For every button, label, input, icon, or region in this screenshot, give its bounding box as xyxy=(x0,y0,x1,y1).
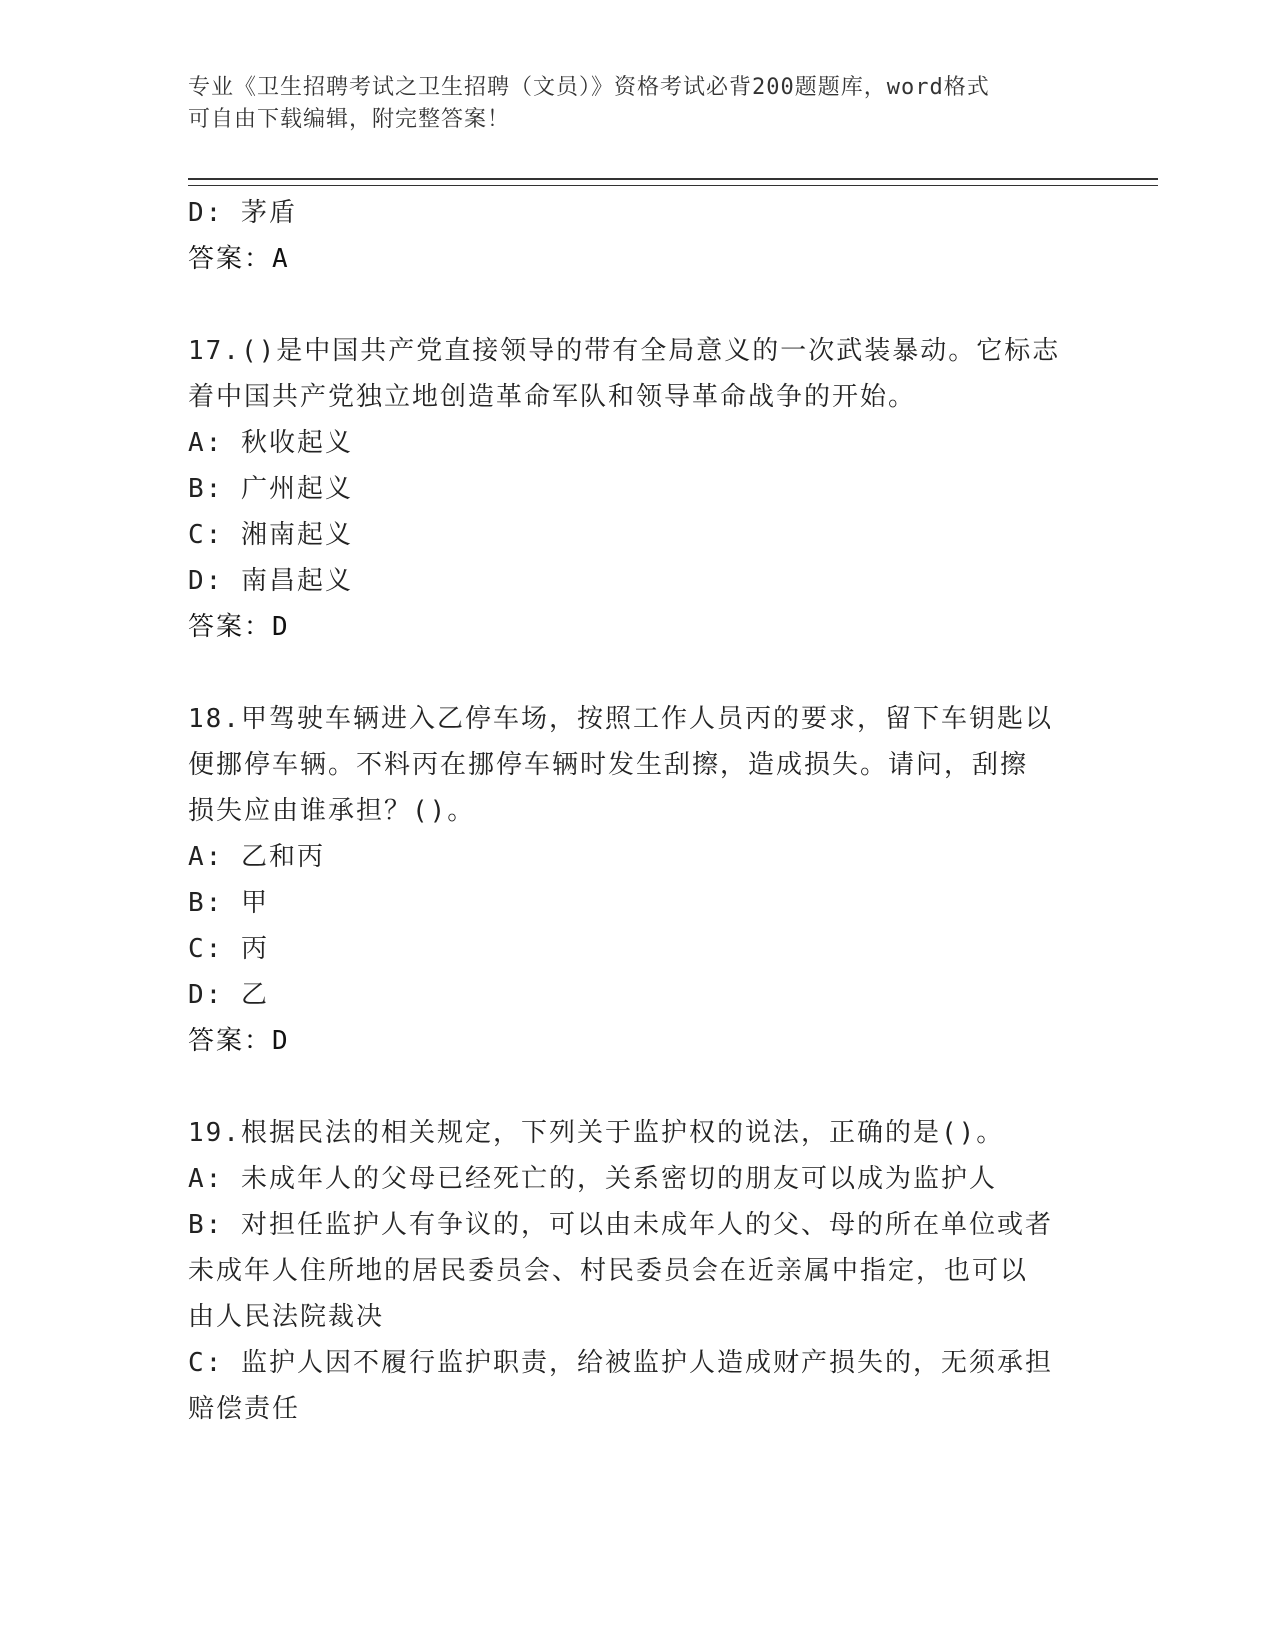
q19-option-b-line-2: 未成年人住所地的居民委员会、村民委员会在近亲属中指定，也可以 xyxy=(188,1256,1029,1286)
q17-stem-line-1: 17.()是中国共产党直接领导的带有全局意义的一次武装暴动。它标志 xyxy=(188,336,1061,366)
q18-stem-line-2: 便挪停车辆。不料丙在挪停车辆时发生刮擦，造成损失。请问，刮擦 xyxy=(188,750,1029,780)
q19-option-c-line-1: C: 监护人因不履行监护职责，给被监护人造成财产损失的，无须承担 xyxy=(188,1348,1053,1378)
header-line-1: 专业《卫生招聘考试之卫生招聘（文员）》资格考试必背200题题库，word格式 xyxy=(188,75,990,100)
q19-option-b-line-1: B: 对担任监护人有争议的，可以由未成年人的父、母的所在单位或者 xyxy=(188,1210,1053,1240)
q18-option-c: C: 丙 xyxy=(188,934,269,964)
q19-option-b-line-3: 由人民法院裁决 xyxy=(188,1302,385,1332)
spacer xyxy=(188,650,1088,696)
header-line-2: 可自由下载编辑，附完整答案！ xyxy=(188,107,511,132)
q18-answer: 答案：D xyxy=(188,1026,290,1056)
q18-stem-line-3: 损失应由谁承担？()。 xyxy=(188,796,476,826)
header-divider xyxy=(188,178,1158,186)
q16-option-d: D: 茅盾 xyxy=(188,198,297,228)
q19-option-c-line-2: 赔偿责任 xyxy=(188,1394,301,1424)
q16-answer: 答案：A xyxy=(188,244,290,274)
q17-answer: 答案：D xyxy=(188,612,290,642)
question-content xyxy=(188,190,1088,1432)
q17-option-b: B: 广州起义 xyxy=(188,474,353,504)
q18-option-a: A: 乙和丙 xyxy=(188,842,325,872)
q17-option-d: D: 南昌起义 xyxy=(188,566,353,596)
q17-option-c: C: 湘南起义 xyxy=(188,520,353,550)
q18-option-d: D: 乙 xyxy=(188,980,269,1010)
spacer xyxy=(188,1064,1088,1110)
q19-option-a: A: 未成年人的父母已经死亡的，关系密切的朋友可以成为监护人 xyxy=(188,1164,997,1194)
q19-stem-line-1: 19.根据民法的相关规定，下列关于监护权的说法，正确的是()。 xyxy=(188,1118,1005,1148)
spacer xyxy=(188,282,1088,328)
q17-option-a: A: 秋收起义 xyxy=(188,428,353,458)
page-header xyxy=(188,72,1088,136)
q18-stem-line-1: 18.甲驾驶车辆进入乙停车场，按照工作人员丙的要求，留下车钥匙以 xyxy=(188,704,1053,734)
q18-option-b: B: 甲 xyxy=(188,888,269,918)
q17-stem-line-2: 着中国共产党独立地创造革命军队和领导革命战争的开始。 xyxy=(188,382,917,412)
